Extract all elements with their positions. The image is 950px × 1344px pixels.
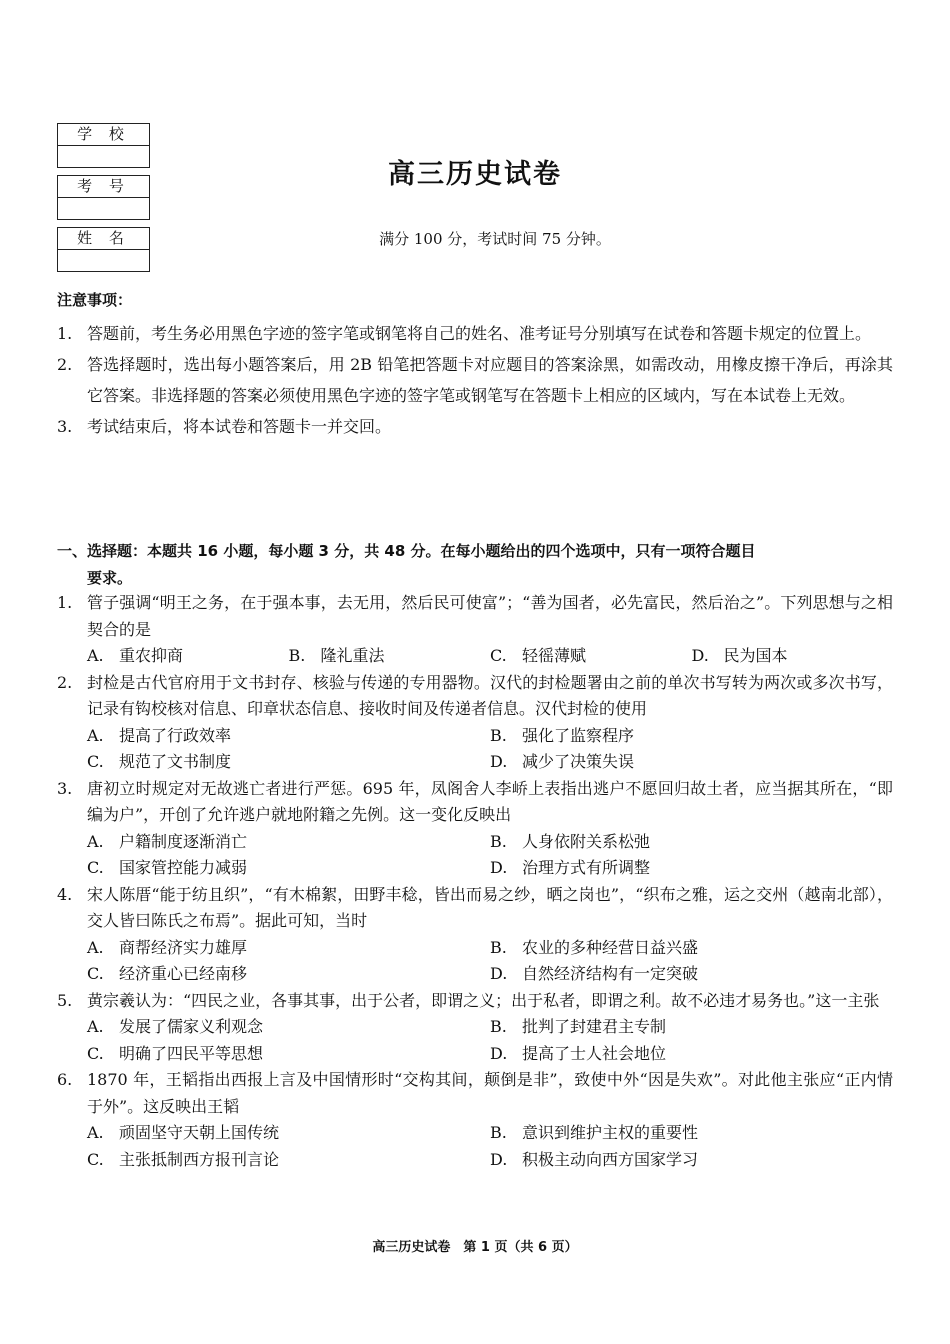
notice-text: 考试结束后，将本试卷和答题卡一并交回。 xyxy=(87,417,392,436)
option-letter: B. xyxy=(490,831,507,851)
option-letter: A. xyxy=(87,831,104,851)
question-6 xyxy=(57,1067,893,1120)
option-text: 强化了监察程序 xyxy=(522,725,635,745)
option-letter: A. xyxy=(87,1123,104,1142)
option-letter: A. xyxy=(87,937,104,957)
option-letter: D. xyxy=(490,1043,508,1063)
option-b[interactable] xyxy=(490,1014,893,1041)
notice-item xyxy=(57,349,893,411)
option-b[interactable] xyxy=(490,1120,893,1147)
name-blank xyxy=(58,250,149,271)
section-heading-line2: 要求。 xyxy=(87,569,133,587)
option-text: 积极主动向西方国家学习 xyxy=(522,1149,699,1169)
option-text: 主张抵制西方报刊言论 xyxy=(119,1149,280,1169)
option-d[interactable] xyxy=(692,643,894,670)
question-4-options xyxy=(57,935,893,988)
option-text: 明确了四民平等思想 xyxy=(119,1043,264,1063)
option-letter: B. xyxy=(490,1123,507,1142)
option-letter: D. xyxy=(691,646,709,665)
notice-number: 1. xyxy=(57,324,73,343)
option-letter: A. xyxy=(87,1017,104,1036)
option-text: 经济重心已经南移 xyxy=(119,964,248,983)
question-number: 4. xyxy=(57,884,73,904)
option-text: 提高了行政效率 xyxy=(119,725,232,745)
notice-text: 答选择题时，选出每小题答案后，用 2B 铅笔把答题卡对应题目的答案涂黑，如需改动，用橡皮擦干净后，再涂其它答案。非选择题的答案必须使用黑色字迹的签字笔或钢笔写在答题卡上相应的区域内，写在本试卷上无效。 xyxy=(87,355,893,405)
name-label: 姓 名 xyxy=(58,228,149,250)
question-stem: 封检是古代官府用于文书封存、核验与传递的专用器物。汉代的封检题署由之前的单次书写转为两次或多次书写，记录有钩校核对信息、印章状态信息、接收时间及传递者信息。汉代封检的使用 xyxy=(87,672,893,718)
option-b[interactable] xyxy=(289,643,491,670)
notice-number: 2. xyxy=(57,355,73,374)
question-stem: 宋人陈厝“能于纺且织”，“有木棉絮，田野丰稔，皆出而易之纱，晒之岗也”，“织布之雅，运之交州（越南北部），交人皆曰陈氏之布焉”。据此可知，当时 xyxy=(87,884,893,930)
option-text: 规范了文书制度 xyxy=(119,752,232,771)
option-letter: B. xyxy=(490,937,507,957)
question-stem: 黄宗羲认为：“四民之业，各事其事，出于公者，即谓之义；出于私者，即谓之利。故不必违才易务也。”这一主张 xyxy=(87,990,880,1010)
question-number: 1. xyxy=(57,593,73,612)
option-a[interactable] xyxy=(87,1014,490,1041)
option-d[interactable] xyxy=(490,1147,893,1174)
option-text: 国家管控能力减弱 xyxy=(119,858,248,877)
question-5-options xyxy=(57,1014,893,1067)
option-letter: C. xyxy=(490,646,507,665)
question-stem: 管子强调“明王之务，在于强本事，去无用，然后民可使富”；“善为国者，必先富民，然后治之”。下列思想与之相契合的是 xyxy=(87,593,893,639)
question-stem: 1870 年，王韬指出西报上言及中国情形时“交构其间，颠倒是非”，致使中外“因是失欢”。对此他主张应“正内情于外”。这反映出王韬 xyxy=(87,1070,893,1116)
notice-heading: 注意事项： xyxy=(57,291,133,309)
notice-text: 答题前，考生务必用黑色字迹的签字笔或钢笔将自己的姓名、准考证号分别填写在试卷和答题卡规定的位置上。 xyxy=(87,324,872,343)
option-text: 顽固坚守天朝上国传统 xyxy=(119,1123,280,1142)
question-2 xyxy=(57,670,893,723)
option-text: 民为国本 xyxy=(723,646,788,665)
question-6-options xyxy=(57,1120,893,1173)
option-b[interactable] xyxy=(490,829,893,856)
section-heading-line1: 一、选择题：本题共 16 小题，每小题 3 分，共 48 分。在每小题给出的四个选项中，只有一项符合题目 xyxy=(57,542,756,560)
option-text: 商帮经济实力雄厚 xyxy=(119,937,248,957)
option-letter: B. xyxy=(490,1017,507,1036)
option-letter: A. xyxy=(87,646,104,665)
option-text: 自然经济结构有一定突破 xyxy=(522,964,699,983)
option-text: 农业的多种经营日益兴盛 xyxy=(522,937,699,957)
option-c[interactable] xyxy=(87,749,490,776)
question-number: 6. xyxy=(57,1070,73,1089)
option-a[interactable] xyxy=(87,829,490,856)
option-a[interactable] xyxy=(87,643,289,670)
exam-subtitle: 满分 100 分，考试时间 75 分钟。 xyxy=(379,230,611,248)
option-letter: B. xyxy=(490,725,507,745)
question-4 xyxy=(57,882,893,935)
option-c[interactable] xyxy=(490,643,692,670)
option-d[interactable] xyxy=(490,1041,893,1068)
option-letter: A. xyxy=(87,725,104,745)
option-text: 意识到维护主权的重要性 xyxy=(522,1123,699,1142)
option-text: 发展了儒家义利观念 xyxy=(119,1017,264,1036)
exam-number-label: 考 号 xyxy=(58,176,149,198)
option-text: 隆礼重法 xyxy=(320,646,385,665)
question-2-options xyxy=(57,723,893,776)
option-a[interactable] xyxy=(87,935,490,962)
option-c[interactable] xyxy=(87,1147,490,1174)
question-5 xyxy=(57,988,893,1015)
option-b[interactable] xyxy=(490,723,893,750)
option-c[interactable] xyxy=(87,1041,490,1068)
option-text: 轻徭薄赋 xyxy=(522,646,587,665)
option-c[interactable] xyxy=(87,855,490,882)
option-text: 治理方式有所调整 xyxy=(522,858,651,877)
option-letter: D. xyxy=(490,858,508,877)
question-number: 3. xyxy=(57,778,73,798)
option-letter: C. xyxy=(87,964,104,983)
option-b[interactable] xyxy=(490,935,893,962)
question-3 xyxy=(57,776,893,829)
option-letter: D. xyxy=(490,752,508,771)
option-d[interactable] xyxy=(490,855,893,882)
question-1 xyxy=(57,590,893,643)
option-a[interactable] xyxy=(87,723,490,750)
option-letter: D. xyxy=(490,964,508,983)
option-d[interactable] xyxy=(490,961,893,988)
page-footer: 高三历史试卷 第 1 页（共 6 页） xyxy=(372,1240,578,1255)
notice-item xyxy=(57,318,893,349)
option-text: 人身依附关系松弛 xyxy=(522,831,651,851)
notice-number: 3. xyxy=(57,417,73,436)
school-label: 学 校 xyxy=(58,124,149,146)
exam-number-blank xyxy=(58,198,149,219)
page-title: 高三历史试卷 xyxy=(388,159,562,190)
option-letter: D. xyxy=(490,1149,508,1169)
question-stem: 唐初立时规定对无故逃亡者进行严惩。695 年，凤阁舍人李峤上表指出逃户不愿回归故土者，应当据其所在，“即编为户”，开创了允许逃户就地附籍之先例。这一变化反映出 xyxy=(87,778,893,824)
question-number: 2. xyxy=(57,672,73,692)
option-text: 重农抑商 xyxy=(119,646,184,665)
option-a[interactable] xyxy=(87,1120,490,1147)
option-letter: B. xyxy=(288,646,306,665)
question-list xyxy=(57,590,893,1173)
option-text: 减少了决策失误 xyxy=(522,752,635,771)
option-text: 提高了士人社会地位 xyxy=(522,1043,667,1063)
option-letter: C. xyxy=(87,752,104,771)
question-1-options xyxy=(57,643,893,670)
option-letter: C. xyxy=(87,858,104,877)
question-3-options xyxy=(57,829,893,882)
option-text: 批判了封建君主专制 xyxy=(522,1017,667,1036)
option-text: 户籍制度逐渐消亡 xyxy=(119,831,248,851)
option-letter: C. xyxy=(87,1149,104,1169)
option-d[interactable] xyxy=(490,749,893,776)
notice-list xyxy=(57,318,893,442)
question-number: 5. xyxy=(57,990,73,1010)
notice-item xyxy=(57,411,893,442)
option-letter: C. xyxy=(87,1043,104,1063)
section-heading xyxy=(57,538,893,592)
option-c[interactable] xyxy=(87,961,490,988)
